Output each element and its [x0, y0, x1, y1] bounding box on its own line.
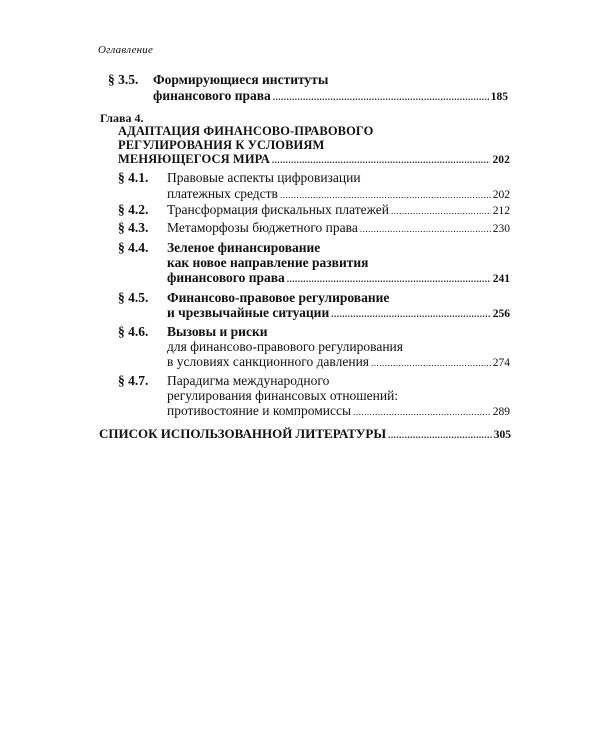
toc-entry-chapter-4[interactable]: [118, 151, 510, 168]
section-4-5-title-line2: и чрезвычайные ситуации: [167, 305, 330, 320]
section-4-4-number: § 4.4.: [118, 240, 149, 255]
section-4-5-title-line1: Финансово-правовое регулирование: [167, 290, 390, 305]
chapter-4-title-line2: РЕГУЛИРОВАНИЯ К УСЛОВИЯМ: [118, 138, 325, 152]
references-title: СПИСОК ИСПОЛЬЗОВАННОЙ ЛИТЕРАТУРЫ: [99, 426, 387, 441]
section-4-6-title-line3: в условиях санкционного давления: [167, 354, 370, 369]
section-4-6-title-line2: для финансово-правового регулирования: [167, 339, 403, 354]
toc-entry-section-4-6[interactable]: [167, 354, 510, 371]
dot-leader: [371, 355, 491, 371]
section-4-2-title-line1: Трансформация фискальных платежей: [167, 202, 389, 217]
section-4-6-page: 274: [492, 357, 510, 369]
running-head: Оглавление: [98, 44, 154, 56]
section-4-7-page: 289: [492, 406, 510, 418]
dot-leader: [391, 203, 491, 219]
section-4-7-number: § 4.7.: [118, 373, 149, 388]
chapter-4-title-line3: МЕНЯЮЩЕГОСЯ МИРА: [118, 152, 270, 166]
section-4-6-number: § 4.6.: [118, 324, 149, 339]
section-4-6-title-line1: Вызовы и риски: [167, 324, 268, 339]
section-4-4-title-line1: Зеленое финансирование: [167, 240, 321, 255]
section-3-5-number: § 3.5.: [108, 72, 139, 87]
section-4-5-page: 256: [492, 308, 510, 320]
references-page: 305: [493, 429, 511, 441]
section-4-7-title-line1: Парадигма международного: [167, 373, 330, 388]
section-4-3-page: 230: [492, 223, 510, 235]
section-4-7-title-line3: противостояние и компромиссы: [167, 403, 352, 418]
section-4-3-title-line1: Метаморфозы бюджетного права: [167, 220, 358, 235]
toc-entry-section-4-2[interactable]: [167, 202, 510, 219]
toc-entry-section-4-7[interactable]: [167, 403, 510, 420]
chapter-4-page: 202: [492, 154, 510, 166]
toc-entry-section-4-5[interactable]: [167, 305, 510, 322]
section-3-5-title-line1: Формирующиеся институты: [153, 72, 329, 87]
dot-leader: [287, 271, 491, 287]
toc-entry-section-4-3[interactable]: [167, 220, 510, 237]
section-4-5-number: § 4.5.: [118, 290, 149, 305]
section-4-7-title-line2: регулирования финансовых отношений:: [167, 388, 399, 403]
dot-leader: [272, 152, 491, 168]
section-4-4-title-line2: как новое направление развития: [167, 255, 369, 270]
toc-entry-section-4-1[interactable]: [167, 186, 510, 203]
dot-leader: [273, 89, 489, 105]
section-3-5-page: 185: [490, 91, 508, 103]
section-4-1-title-line2: платежных средств: [167, 186, 278, 201]
chapter-4-title-line1: АДАПТАЦИЯ ФИНАНСОВО-ПРАВОВОГО: [118, 124, 374, 138]
section-4-3-number: § 4.3.: [118, 220, 149, 235]
toc-entry-section-3-5[interactable]: [153, 88, 508, 105]
section-4-4-title-line3: финансового права: [167, 270, 285, 285]
section-4-1-number: § 4.1.: [118, 170, 149, 185]
dot-leader: [331, 306, 491, 322]
dot-leader: [388, 427, 492, 443]
dot-leader: [360, 221, 491, 237]
dot-leader: [353, 404, 491, 420]
section-4-2-number: § 4.2.: [118, 202, 149, 217]
toc-entry-references[interactable]: [99, 426, 511, 443]
dot-leader: [280, 187, 491, 203]
section-4-4-page: 241: [492, 273, 510, 285]
chapter-4-label: Глава 4.: [100, 111, 144, 125]
section-4-1-title-line1: Правовые аспекты цифровизации: [167, 170, 361, 185]
section-3-5-title-line2: финансового права: [153, 88, 271, 103]
toc-entry-section-4-4[interactable]: [167, 270, 510, 287]
section-4-1-page: 202: [492, 189, 510, 201]
section-4-2-page: 212: [492, 205, 510, 217]
